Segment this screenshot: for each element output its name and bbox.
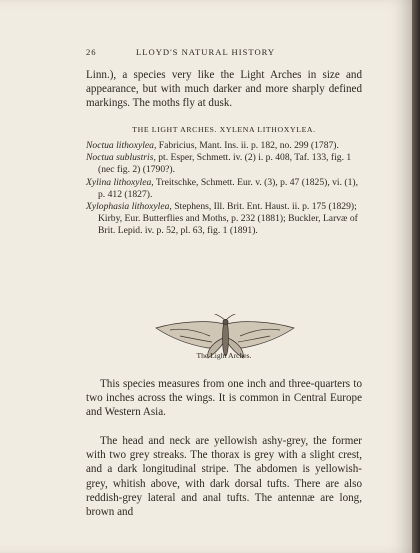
running-title: LLOYD'S NATURAL HISTORY xyxy=(136,47,276,57)
synonym-entry xyxy=(86,201,362,238)
paragraph-description: The head and neck are yellowish ashy-grey, the former with two grey streaks. The thorax is grey with a slight crest, and a dark longitudinal stripe. The abdomen is yellowish-grey, whitish above, with dark dorsal tufts. There are also reddish-grey lateral and anal tufts. The antennæ are long, brown and xyxy=(86,435,362,519)
synonym-entry xyxy=(86,140,362,152)
synonym-reference: , Treitschke, Schmett. Eur. v. (3), p. 47 (1825), vi. (1), p. 412 (1827). xyxy=(98,176,358,200)
synonym-entry xyxy=(86,177,362,201)
synonym-name: Xylina lithoxylea xyxy=(86,176,152,188)
page-edge-shadow xyxy=(412,0,420,553)
paragraph-size-range: This species measures from one inch and three-quarters to two inches across the wings. It is common in Central Europe and Western Asia. xyxy=(86,378,362,419)
paragraph-continued: Linn.), a species very like the Light Arches in size and appearance, but with much darker and more sharply defined markings. The moths fly at dusk. xyxy=(86,69,362,110)
synonym-reference: , Stephens, Ill. Brit. Ent. Haust. ii. p. 175 (1829); Kirby, Eur. Butterflies and Moths, p. 232 (1881); Buckler, Larvæ of Brit. Lepid. iv. p. 52, pl. 63, fig. 1 (1891). xyxy=(98,201,358,237)
page-number: 26 xyxy=(86,47,97,57)
synonym-reference: , Fabricius, Mant. Ins. ii. p. 182, no. 299 (1787). xyxy=(153,140,339,151)
section-heading: THE LIGHT ARCHES. XYLENA LITHOXYLEA. xyxy=(132,125,316,134)
synonym-name: Xylophasia lithoxylea xyxy=(86,201,170,213)
synonym-name: Noctua sublustris xyxy=(86,152,154,164)
figure-caption: The Light Arches. xyxy=(196,351,252,360)
synonym-reference: , pt. Esper, Schmett. iv. (2) i. p. 408, Taf. 133, fig. 1 (nec fig. 2) (1790?). xyxy=(98,152,352,176)
synonym-entry xyxy=(86,152,362,176)
synonym-name: Noctua lithoxylea xyxy=(86,140,154,151)
synonymy-list xyxy=(86,140,362,238)
